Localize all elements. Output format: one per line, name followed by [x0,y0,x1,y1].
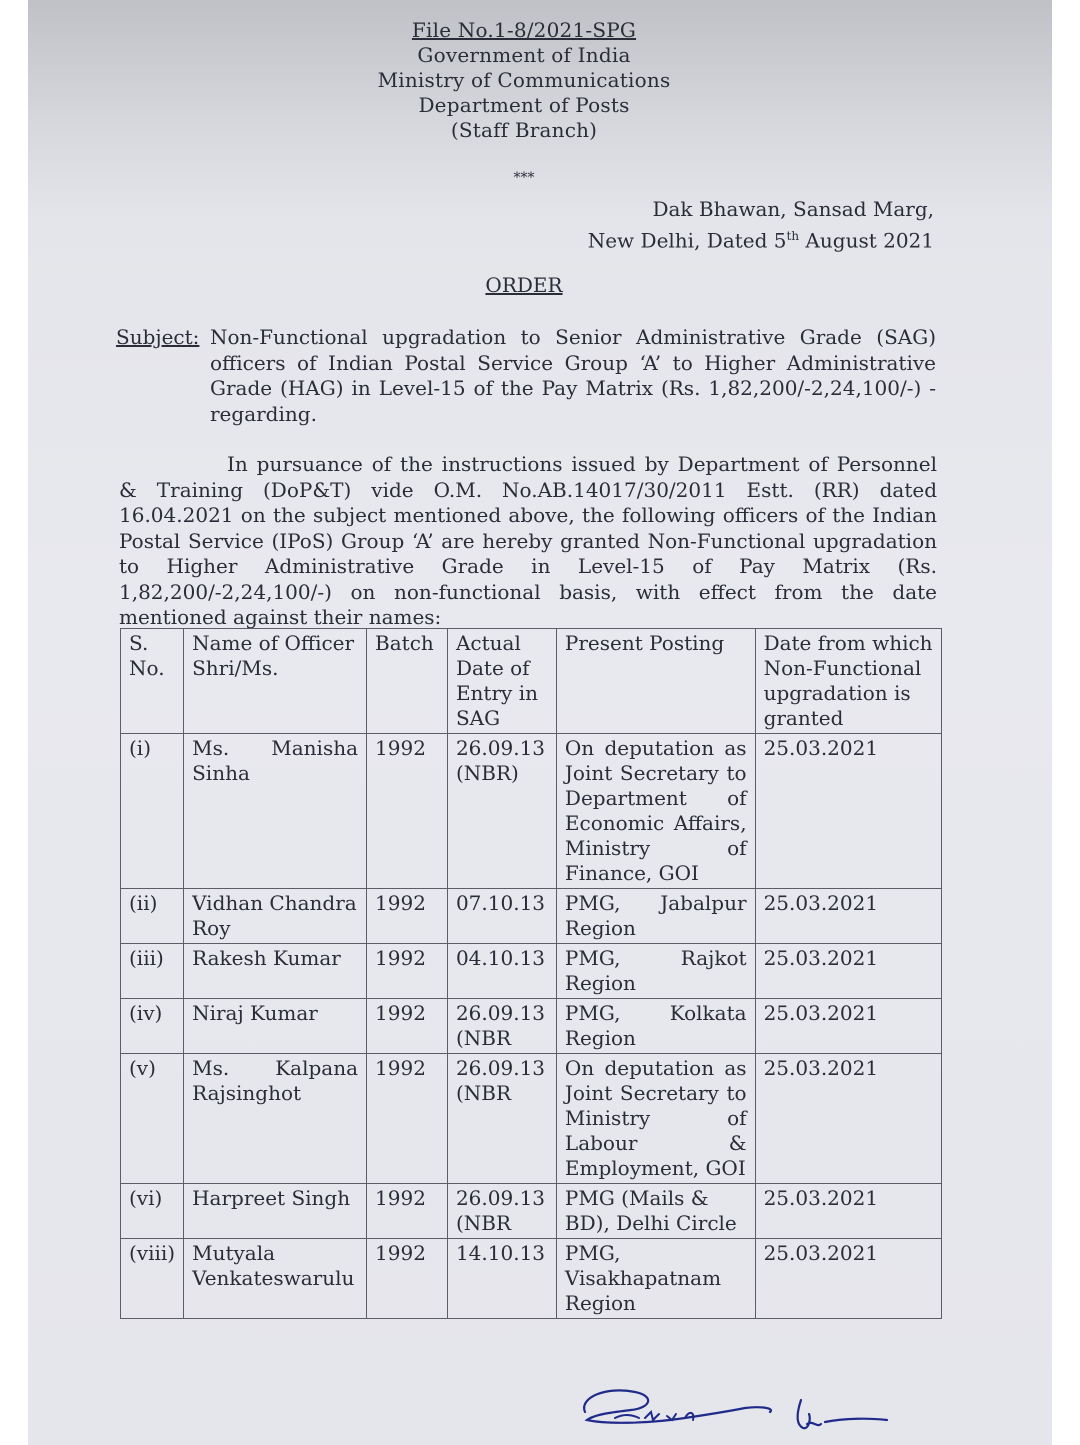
cell-name: Ms. Manisha Sinha [184,734,367,889]
cell-sno: (viii) [121,1239,184,1319]
table-row [121,1054,942,1184]
cell-name: Niraj Kumar [184,999,367,1054]
date-suffix: August 2021 [799,228,934,253]
cell-name: Rakesh Kumar [184,944,367,999]
date-line [588,223,934,255]
header-batch: Batch [367,629,448,734]
place-and-date [588,196,934,255]
body-paragraph: In pursuance of the instructions issued by Department of Personnel & Training (DoP&T) vide O.M. No.AB.14017/30/2011 Estt. (RR) dated 16.04.2021 on the subject mentioned above, the following officers of the Indian Postal Service (IPoS) Group ‘A’ are hereby granted Non-Functional upgradation to Higher Administrative Grade in Level-15 of Pay Matrix (Rs. 1,82,200/-2,24,100/-) on non-functional basis, with effect from the date mentioned against their names: [119,452,937,629]
cell-sno: (ii) [121,889,184,944]
cell-batch: 1992 [367,944,448,999]
department-line: Department of Posts [418,93,630,117]
file-number: File No.1-8/2021-SPG [411,18,637,42]
table-row [121,999,942,1054]
cell-sno: (vi) [121,1184,184,1239]
subject-block [116,325,936,427]
date-ordinal: th [786,229,800,243]
cell-sno: (i) [121,734,184,889]
cell-upgrade-date: 25.03.2021 [755,944,941,999]
cell-posting: On deputation as Joint Secretary to Ministry of Labour & Employment, GOI [556,1054,755,1184]
cell-batch: 1992 [367,734,448,889]
government-line: Government of India [417,43,631,67]
cell-sno: (iii) [121,944,184,999]
cell-sno: (iv) [121,999,184,1054]
officers-table [120,628,942,1319]
table-row [121,944,942,999]
table-row [121,889,942,944]
cell-upgrade-date: 25.03.2021 [755,999,941,1054]
table-header-row [121,629,942,734]
cell-upgrade-date: 25.03.2021 [755,889,941,944]
cell-batch: 1992 [367,1054,448,1184]
cell-sag-date: 26.09.13 (NBR) [447,734,556,889]
cell-sag-date: 26.09.13 (NBR [447,1184,556,1239]
table-row [121,734,942,889]
cell-upgrade-date: 25.03.2021 [755,734,941,889]
cell-name: Harpreet Singh [184,1184,367,1239]
date-prefix: New Delhi, Dated 5 [587,228,787,253]
header-upgrade-date: Date from which Non-Functional upgradation is granted [755,629,941,734]
cell-batch: 1992 [367,889,448,944]
cell-posting: PMG, Jabalpur Region [556,889,755,944]
cell-sag-date: 14.10.13 [447,1239,556,1319]
cell-posting: On deputation as Joint Secretary to Department of Economic Affairs, Ministry of Finance, GOI [556,734,755,889]
cell-upgrade-date: 25.03.2021 [755,1184,941,1239]
cell-name: Mutyala Venkateswarulu [184,1239,367,1319]
subject-text: Non-Functional upgradation to Senior Administrative Grade (SAG) officers of Indian Postal Service Group ‘A’ to Higher Administrative Grade (HAG) in Level-15 of the Pay Matrix (Rs. 1,82,200/-2,24,100/-) - regarding. [210,325,936,426]
cell-posting: PMG, Rajkot Region [556,944,755,999]
cell-sag-date: 07.10.13 [447,889,556,944]
table-row [121,1239,942,1319]
branch-line: (Staff Branch) [450,118,598,142]
cell-sag-date: 26.09.13 (NBR [447,1054,556,1184]
cell-name: Vidhan Chandra Roy [184,889,367,944]
separator-stars: *** [513,170,535,186]
header-name: Name of Officer Shri/Ms. [184,629,367,734]
order-title: ORDER [485,273,563,297]
cell-upgrade-date: 25.03.2021 [755,1054,941,1184]
cell-posting: PMG, Visakhapatnam Region [556,1239,755,1319]
cell-name: Ms. Kalpana Rajsinghot [184,1054,367,1184]
cell-batch: 1992 [367,1239,448,1319]
cell-batch: 1992 [367,1184,448,1239]
cell-sag-date: 26.09.13 (NBR [447,999,556,1054]
table-row [121,1184,942,1239]
document-header [0,18,1048,143]
cell-posting: PMG, Kolkata Region [556,999,755,1054]
header-sag-date: Actual Date of Entry in SAG [447,629,556,734]
subject-label: Subject: [116,325,200,349]
cell-sag-date: 04.10.13 [447,944,556,999]
header-posting: Present Posting [556,629,755,734]
address-line: Dak Bhawan, Sansad Marg, [652,197,934,221]
signature-image [575,1378,895,1438]
cell-sno: (v) [121,1054,184,1184]
cell-batch: 1992 [367,999,448,1054]
header-sno: S. No. [121,629,184,734]
cell-upgrade-date: 25.03.2021 [755,1239,941,1319]
ministry-line: Ministry of Communications [377,68,671,92]
cell-posting: PMG (Mails & BD), Delhi Circle [556,1184,755,1239]
